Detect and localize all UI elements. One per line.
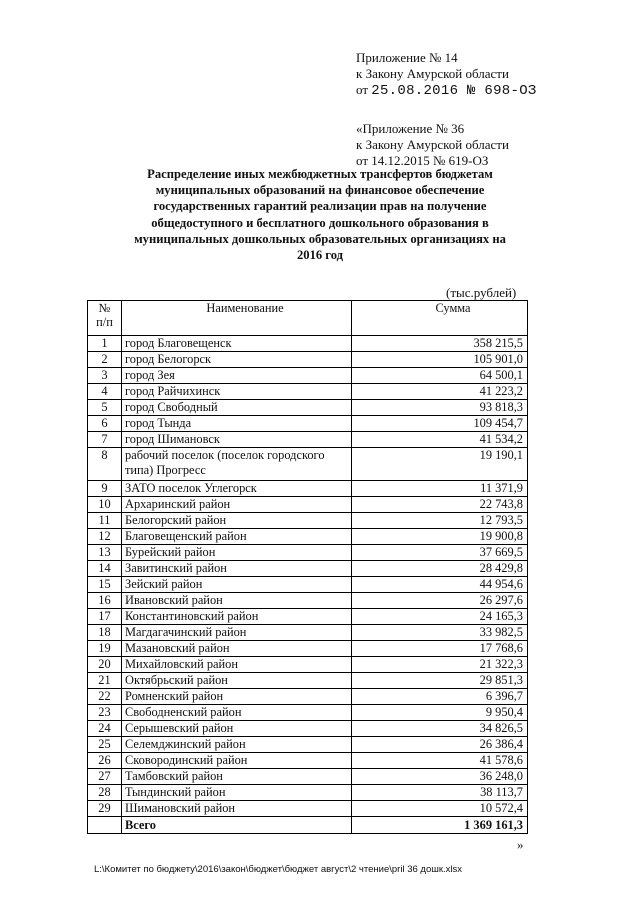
table-row xyxy=(88,641,528,657)
header-number-sign: № xyxy=(98,301,111,315)
table-header-row xyxy=(88,301,528,336)
title-line: муниципальных дошкольных образовательных организациях на xyxy=(134,231,506,246)
annex-current-date xyxy=(356,82,537,99)
closing-quote: » xyxy=(517,837,524,852)
row-sum: 24 165,3 xyxy=(352,609,528,625)
row-number: 10 xyxy=(88,497,122,513)
row-name: город Свободный xyxy=(122,400,352,416)
annex-previous-date: от 14.12.2015 № 619-ОЗ xyxy=(356,153,489,168)
row-sum: 36 248,0 xyxy=(352,769,528,785)
row-sum: 11 371,9 xyxy=(352,481,528,497)
row-number: 20 xyxy=(88,657,122,673)
row-number: 18 xyxy=(88,625,122,641)
row-number: 4 xyxy=(88,384,122,400)
row-sum: 44 954,6 xyxy=(352,577,528,593)
row-sum: 29 851,3 xyxy=(352,673,528,689)
row-sum: 19 900,8 xyxy=(352,529,528,545)
row-name: город Зея xyxy=(122,368,352,384)
table-row xyxy=(88,561,528,577)
table-row xyxy=(88,416,528,432)
row-sum: 12 793,5 xyxy=(352,513,528,529)
row-number: 8 xyxy=(88,448,122,481)
row-name: Зейский район xyxy=(122,577,352,593)
row-name: город Райчихинск xyxy=(122,384,352,400)
total-sum: 1 369 161,3 xyxy=(352,817,528,834)
row-name: Октябрьский район xyxy=(122,673,352,689)
title-line: 2016 год xyxy=(296,248,344,263)
row-sum: 105 901,0 xyxy=(352,352,528,368)
row-number: 6 xyxy=(88,416,122,432)
table-row xyxy=(88,785,528,801)
table-row xyxy=(88,352,528,368)
row-number: 19 xyxy=(88,641,122,657)
row-sum: 26 386,4 xyxy=(352,737,528,753)
row-number: 3 xyxy=(88,368,122,384)
table-row xyxy=(88,529,528,545)
table-row xyxy=(88,481,528,497)
annex-current xyxy=(356,50,537,99)
row-number: 27 xyxy=(88,769,122,785)
row-number: 25 xyxy=(88,737,122,753)
row-name: Константиновский район xyxy=(122,609,352,625)
annex-current-law: к Закону Амурской области xyxy=(356,66,509,81)
row-name: Завитинский район xyxy=(122,561,352,577)
units-label: (тыс.рублей) xyxy=(446,285,517,300)
row-sum: 10 572,4 xyxy=(352,801,528,817)
row-name: Благовещенский район xyxy=(122,529,352,545)
row-sum: 109 454,7 xyxy=(352,416,528,432)
table-body xyxy=(88,336,528,817)
row-number: 15 xyxy=(88,577,122,593)
row-number: 9 xyxy=(88,481,122,497)
row-number: 23 xyxy=(88,705,122,721)
row-sum: 37 669,5 xyxy=(352,545,528,561)
row-number: 29 xyxy=(88,801,122,817)
row-name: Тындинский район xyxy=(122,785,352,801)
header-name: Наименование xyxy=(122,301,352,336)
row-sum: 21 322,3 xyxy=(352,657,528,673)
table-row xyxy=(88,753,528,769)
table-row xyxy=(88,737,528,753)
row-name: Белогорский район xyxy=(122,513,352,529)
table-row xyxy=(88,801,528,817)
table-row xyxy=(88,336,528,352)
row-sum: 26 297,6 xyxy=(352,593,528,609)
row-sum: 22 743,8 xyxy=(352,497,528,513)
row-sum: 358 215,5 xyxy=(352,336,528,352)
table-row xyxy=(88,497,528,513)
row-sum: 64 500,1 xyxy=(352,368,528,384)
row-sum: 6 396,7 xyxy=(352,689,528,705)
table-row xyxy=(88,432,528,448)
annex-previous-law: к Закону Амурской области xyxy=(356,137,509,152)
row-number: 16 xyxy=(88,593,122,609)
row-sum: 34 826,5 xyxy=(352,721,528,737)
table-row xyxy=(88,625,528,641)
title-line: муниципальных образований на финансовое обеспечение xyxy=(155,183,485,198)
row-name: Ивановский район xyxy=(122,593,352,609)
header-number xyxy=(88,301,122,336)
title-line: государственных гарантий реализации прав на получение xyxy=(153,199,487,214)
row-name: рабочий поселок (поселок городского типа) Прогресс xyxy=(122,448,352,481)
row-name: Шимановский район xyxy=(122,801,352,817)
annex-current-date-prefix: от xyxy=(356,82,372,97)
row-number: 14 xyxy=(88,561,122,577)
document-title xyxy=(110,166,530,263)
row-name: Ромненский район xyxy=(122,689,352,705)
row-number: 24 xyxy=(88,721,122,737)
table-row xyxy=(88,769,528,785)
title-line: общедоступного и бесплатного дошкольного образования в xyxy=(151,215,489,230)
annex-previous-number: «Приложение № 36 xyxy=(356,121,465,136)
row-sum: 9 950,4 xyxy=(352,705,528,721)
row-name: Архаринский район xyxy=(122,497,352,513)
row-name: Магдагачинский район xyxy=(122,625,352,641)
annex-current-number: Приложение № 14 xyxy=(356,50,458,65)
header-sum: Сумма xyxy=(352,301,528,336)
table-row xyxy=(88,593,528,609)
table-row xyxy=(88,368,528,384)
row-name: Свободненский район xyxy=(122,705,352,721)
row-name: Михайловский район xyxy=(122,657,352,673)
row-name: Мазановский район xyxy=(122,641,352,657)
row-name: город Тында xyxy=(122,416,352,432)
table-row xyxy=(88,577,528,593)
row-number: 12 xyxy=(88,529,122,545)
row-sum: 17 768,6 xyxy=(352,641,528,657)
table-row xyxy=(88,384,528,400)
row-sum: 19 190,1 xyxy=(352,448,528,481)
row-number: 21 xyxy=(88,673,122,689)
row-name: Тамбовский район xyxy=(122,769,352,785)
row-number: 13 xyxy=(88,545,122,561)
table-total-row xyxy=(88,817,528,834)
row-number: 11 xyxy=(88,513,122,529)
row-number: 28 xyxy=(88,785,122,801)
row-sum: 41 223,2 xyxy=(352,384,528,400)
row-name: город Благовещенск xyxy=(122,336,352,352)
row-name: город Шимановск xyxy=(122,432,352,448)
table-row xyxy=(88,721,528,737)
row-name: Сковородинский район xyxy=(122,753,352,769)
header-number-abbr: п/п xyxy=(96,315,113,329)
table-row xyxy=(88,545,528,561)
row-name: Селемджинский район xyxy=(122,737,352,753)
row-number: 5 xyxy=(88,400,122,416)
row-sum: 28 429,8 xyxy=(352,561,528,577)
table-row xyxy=(88,657,528,673)
row-sum: 33 982,5 xyxy=(352,625,528,641)
row-sum: 38 113,7 xyxy=(352,785,528,801)
row-sum: 41 534,2 xyxy=(352,432,528,448)
annex-previous xyxy=(356,121,509,169)
table-row xyxy=(88,513,528,529)
row-name: ЗАТО поселок Углегорск xyxy=(122,481,352,497)
distribution-table xyxy=(87,300,528,834)
table-row xyxy=(88,609,528,625)
total-label: Всего xyxy=(122,817,352,834)
row-name: Серышевский район xyxy=(122,721,352,737)
table-row xyxy=(88,673,528,689)
row-sum: 41 578,6 xyxy=(352,753,528,769)
row-name: город Белогорск xyxy=(122,352,352,368)
table-row xyxy=(88,448,528,481)
title-line: Распределение иных межбюджетных трансфертов бюджетам xyxy=(147,167,493,181)
annex-current-date-stamp: 25.08.2016 № 698-ОЗ xyxy=(371,83,537,99)
row-number: 2 xyxy=(88,352,122,368)
table-row xyxy=(88,705,528,721)
row-number: 26 xyxy=(88,753,122,769)
table-row xyxy=(88,689,528,705)
row-number: 22 xyxy=(88,689,122,705)
file-path: L:\Комитет по бюджету\2016\закон\бюджет\бюджет август\2 чтение\pril 36 дошк.xlsx xyxy=(94,864,463,875)
row-name: Бурейский район xyxy=(122,545,352,561)
row-number: 17 xyxy=(88,609,122,625)
row-number: 1 xyxy=(88,336,122,352)
row-number: 7 xyxy=(88,432,122,448)
total-number-cell xyxy=(88,817,122,834)
row-sum: 93 818,3 xyxy=(352,400,528,416)
table-row xyxy=(88,400,528,416)
